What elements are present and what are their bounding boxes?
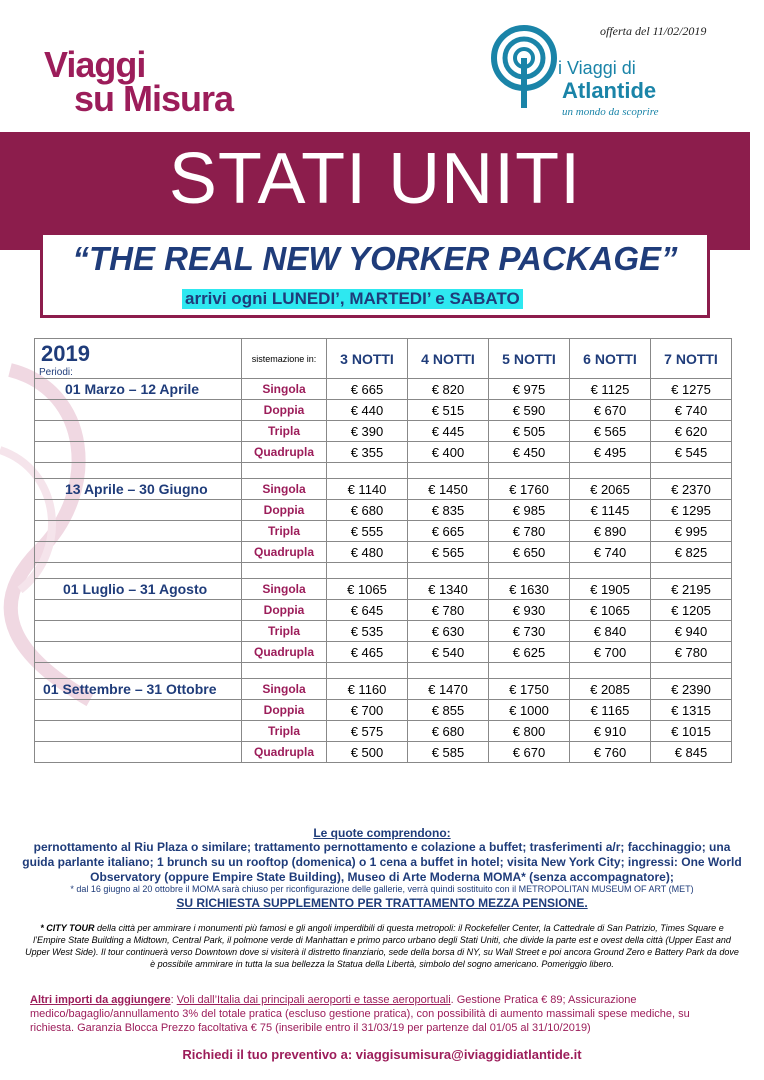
price-cell: € 625	[489, 642, 570, 663]
price-cell: € 910	[570, 721, 651, 742]
price-cell: € 515	[408, 400, 489, 421]
empty-cell	[35, 400, 242, 421]
price-cell: € 1125	[570, 379, 651, 400]
price-cell: € 535	[327, 621, 408, 642]
room-type: Quadrupla	[242, 542, 327, 563]
empty-cell	[651, 663, 732, 679]
empty-cell	[408, 563, 489, 579]
room-type: Tripla	[242, 721, 327, 742]
period-name: 13 Aprile – 30 Giugno	[35, 479, 242, 500]
includes-text: pernottamento al Riu Plaza o similare; trattamento pernottamento e colazione a buffet; trasferimenti a/r; facchinaggio; una guida parlante italiano; 1 brunch su un rooftop (domenica) o 1 cena a buffet in hotel; visita New York City; ingressi: One World Observatory (oppure Empire State Building), Museo di Arte Moderna MOMA* (senza accompagnatore);	[22, 840, 742, 884]
period-name: 01 Settembre – 31 Ottobre	[35, 679, 242, 700]
package-name: “THE REAL NEW YORKER PACKAGE”	[72, 240, 678, 277]
price-cell: € 1295	[651, 500, 732, 521]
empty-cell	[35, 563, 242, 579]
extra-costs-colon: :	[170, 994, 177, 1006]
price-cell: € 565	[570, 421, 651, 442]
price-cell: € 2195	[651, 579, 732, 600]
price-cell: € 1065	[570, 600, 651, 621]
table-row	[35, 442, 732, 463]
room-type: Quadrupla	[242, 642, 327, 663]
price-cell: € 1750	[489, 679, 570, 700]
brand-left-line1: Viaggi	[44, 44, 146, 85]
room-type: Singola	[242, 579, 327, 600]
column-header: 3 NOTTI	[327, 339, 408, 379]
empty-cell	[570, 463, 651, 479]
price-cell: € 1340	[408, 579, 489, 600]
price-cell: € 680	[408, 721, 489, 742]
table-row	[35, 379, 732, 400]
price-cell: € 1140	[327, 479, 408, 500]
price-cell: € 1015	[651, 721, 732, 742]
price-cell: € 540	[408, 642, 489, 663]
empty-cell	[489, 563, 570, 579]
table-row	[35, 479, 732, 500]
room-type: Doppia	[242, 500, 327, 521]
brand-left-line2: su Misura	[74, 78, 234, 119]
price-cell: € 780	[408, 600, 489, 621]
price-cell: € 1470	[408, 679, 489, 700]
price-cell: € 730	[489, 621, 570, 642]
city-tour-label: * CITY TOUR	[40, 923, 95, 933]
price-cell: € 800	[489, 721, 570, 742]
room-type: Doppia	[242, 400, 327, 421]
price-cell: € 700	[570, 642, 651, 663]
spiral-logo-icon	[490, 24, 560, 114]
spacer-row	[35, 663, 732, 679]
price-cell: € 995	[651, 521, 732, 542]
empty-cell	[242, 563, 327, 579]
column-header: 4 NOTTI	[408, 339, 489, 379]
price-cell: € 355	[327, 442, 408, 463]
spacer-row	[35, 463, 732, 479]
empty-cell	[242, 463, 327, 479]
price-cell: € 440	[327, 400, 408, 421]
table-row	[35, 542, 732, 563]
table-row	[35, 421, 732, 442]
room-type: Quadrupla	[242, 442, 327, 463]
empty-cell	[35, 463, 242, 479]
empty-cell	[327, 663, 408, 679]
price-cell: € 445	[408, 421, 489, 442]
room-type: Doppia	[242, 600, 327, 621]
price-cell: € 1205	[651, 600, 732, 621]
price-cell: € 500	[327, 742, 408, 763]
empty-cell	[35, 663, 242, 679]
table-row	[35, 521, 732, 542]
room-type: Doppia	[242, 700, 327, 721]
price-cell: € 975	[489, 379, 570, 400]
brand-right-line2: Atlantide	[562, 78, 657, 103]
price-cell: € 985	[489, 500, 570, 521]
empty-cell	[35, 742, 242, 763]
price-cell: € 505	[489, 421, 570, 442]
table-row	[35, 600, 732, 621]
price-cell: € 1165	[570, 700, 651, 721]
empty-cell	[35, 621, 242, 642]
price-cell: € 650	[489, 542, 570, 563]
periods-label: Periodi:	[39, 367, 73, 378]
price-cell: € 940	[651, 621, 732, 642]
empty-cell	[651, 463, 732, 479]
empty-cell	[35, 642, 242, 663]
empty-cell	[651, 563, 732, 579]
price-cell: € 2370	[651, 479, 732, 500]
table-row	[35, 679, 732, 700]
price-cell: € 930	[489, 600, 570, 621]
period-name: 01 Luglio – 31 Agosto	[35, 579, 242, 600]
empty-cell	[570, 563, 651, 579]
table-row	[35, 700, 732, 721]
empty-cell	[408, 463, 489, 479]
column-header: 5 NOTTI	[489, 339, 570, 379]
price-cell: € 2085	[570, 679, 651, 700]
period-name: 01 Marzo – 12 Aprile	[35, 379, 242, 400]
includes-title: Le quote comprendono:	[313, 826, 451, 840]
price-cell: € 480	[327, 542, 408, 563]
price-table	[34, 338, 732, 763]
price-cell: € 390	[327, 421, 408, 442]
empty-cell	[35, 421, 242, 442]
empty-cell	[327, 563, 408, 579]
price-cell: € 670	[489, 742, 570, 763]
table-row	[35, 400, 732, 421]
price-cell: € 840	[570, 621, 651, 642]
price-cell: € 590	[489, 400, 570, 421]
room-type: Tripla	[242, 621, 327, 642]
table-row	[35, 621, 732, 642]
price-cell: € 665	[408, 521, 489, 542]
extra-costs-label: Altri importi da aggiungere	[30, 994, 171, 1006]
table-row	[35, 642, 732, 663]
room-type: Singola	[242, 379, 327, 400]
table-row	[35, 742, 732, 763]
price-cell: € 2065	[570, 479, 651, 500]
viaggi-su-misura-logo	[44, 44, 234, 119]
price-cell: € 780	[651, 642, 732, 663]
price-cell: € 575	[327, 721, 408, 742]
brand-right-line1: i Viaggi di	[558, 58, 636, 78]
price-cell: € 1000	[489, 700, 570, 721]
empty-cell	[489, 463, 570, 479]
empty-cell	[327, 463, 408, 479]
price-cell: € 630	[408, 621, 489, 642]
room-type: Singola	[242, 679, 327, 700]
empty-cell	[35, 500, 242, 521]
price-cell: € 780	[489, 521, 570, 542]
price-cell: € 760	[570, 742, 651, 763]
empty-cell	[35, 521, 242, 542]
price-cell: € 1145	[570, 500, 651, 521]
price-cell: € 1630	[489, 579, 570, 600]
price-cell: € 835	[408, 500, 489, 521]
empty-cell	[242, 663, 327, 679]
offer-date: offerta del 11/02/2019	[600, 24, 707, 38]
price-cell: € 565	[408, 542, 489, 563]
table-row	[35, 579, 732, 600]
room-type: Tripla	[242, 421, 327, 442]
price-cell: € 1315	[651, 700, 732, 721]
room-type: Singola	[242, 479, 327, 500]
price-cell: € 1160	[327, 679, 408, 700]
table-row	[35, 500, 732, 521]
price-cell: € 1065	[327, 579, 408, 600]
price-cell: € 2390	[651, 679, 732, 700]
price-cell: € 400	[408, 442, 489, 463]
price-cell: € 545	[651, 442, 732, 463]
price-cell: € 845	[651, 742, 732, 763]
price-cell: € 620	[651, 421, 732, 442]
price-cell: € 680	[327, 500, 408, 521]
table-header-row	[35, 339, 732, 379]
arrival-days: arrivi ogni LUNEDI’, MARTEDI’ e SABATO	[182, 289, 523, 309]
price-cell: € 465	[327, 642, 408, 663]
price-cell: € 1905	[570, 579, 651, 600]
price-cell: € 665	[327, 379, 408, 400]
price-cell: € 890	[570, 521, 651, 542]
brand-right-tagline: un mondo da scoprire	[562, 106, 659, 118]
extra-costs	[30, 993, 730, 1035]
flights-info: Voli dall’Italia dai principali aeroporti e tasse aeroportuali	[176, 994, 451, 1006]
spacer-row	[35, 563, 732, 579]
price-cell: € 1760	[489, 479, 570, 500]
price-cell: € 670	[570, 400, 651, 421]
price-cell: € 700	[327, 700, 408, 721]
year-label: 2019	[41, 341, 90, 366]
page-title: STATI UNITI	[168, 139, 582, 219]
price-cell: € 740	[570, 542, 651, 563]
city-tour-text: della città per ammirare i monumenti più famosi e gli angoli imperdibili di questa metropoli: il Rockefeller Center, la Cattedrale di San Patrizio, Times Square e l’Empire State Building a Midtown, Central Park, il polmone verde di Manhattan e primo parco urbano degli Stati Uniti, che divide la parte est e ovest della città (Upper East and Upper West Side). Il tour continuerà verso Downtown dove si visiterà il distretto finanziario, sede della borsa di NY, su Wall Street e poi ancora Ground Zero e Battery Park da dove è possibile ammirare in tutta la sua bellezza la Statua della Libertà, simbolo del sogno americano. Pomeriggio libero.	[25, 923, 739, 969]
empty-cell	[35, 542, 242, 563]
price-cell: € 450	[489, 442, 570, 463]
price-cell: € 825	[651, 542, 732, 563]
empty-cell	[489, 663, 570, 679]
empty-cell	[35, 600, 242, 621]
contact-line: Richiedi il tuo preventivo a: viaggisumisura@iviaggidiatlantide.it	[182, 1047, 582, 1062]
room-type: Tripla	[242, 521, 327, 542]
empty-cell	[35, 442, 242, 463]
column-header: 6 NOTTI	[570, 339, 651, 379]
empty-cell	[408, 663, 489, 679]
year-cell	[35, 339, 242, 379]
city-tour-description	[24, 922, 740, 970]
price-cell: € 555	[327, 521, 408, 542]
room-type: Quadrupla	[242, 742, 327, 763]
empty-cell	[35, 721, 242, 742]
price-cell: € 1450	[408, 479, 489, 500]
price-cell: € 740	[651, 400, 732, 421]
price-cell: € 820	[408, 379, 489, 400]
empty-cell	[570, 663, 651, 679]
table-row	[35, 721, 732, 742]
atlantide-logo	[490, 24, 670, 124]
price-cell: € 1275	[651, 379, 732, 400]
price-cell: € 495	[570, 442, 651, 463]
moma-note: * dal 16 giugno al 20 ottobre il MOMA sarà chiuso per riconfigurazione delle gallerie, verrà quindi sostituito con il METROPOLITAN MUSEUM OF ART (MET)	[70, 884, 694, 894]
empty-cell	[35, 700, 242, 721]
price-cell: € 585	[408, 742, 489, 763]
half-board-supplement: SU RICHIESTA SUPPLEMENTO PER TRATTAMENTO MEZZA PENSIONE.	[176, 896, 588, 910]
price-cell: € 645	[327, 600, 408, 621]
price-cell: € 855	[408, 700, 489, 721]
accommodation-label: sistemazione in:	[242, 339, 327, 379]
extra-costs-text: . Gestione Pratica € 89; Assicurazione medico/bagaglio/annullamento 3% del totale pratica (escluso gestione pratica), con possibilità di aumento massimali spese mediche, su richiesta. Garanzia Blocca Prezzo facoltativa € 75 (inseribile entro il 31/03/19 per partenze dal 01/05 al 31/10/2019)	[30, 994, 690, 1034]
column-header: 7 NOTTI	[651, 339, 732, 379]
